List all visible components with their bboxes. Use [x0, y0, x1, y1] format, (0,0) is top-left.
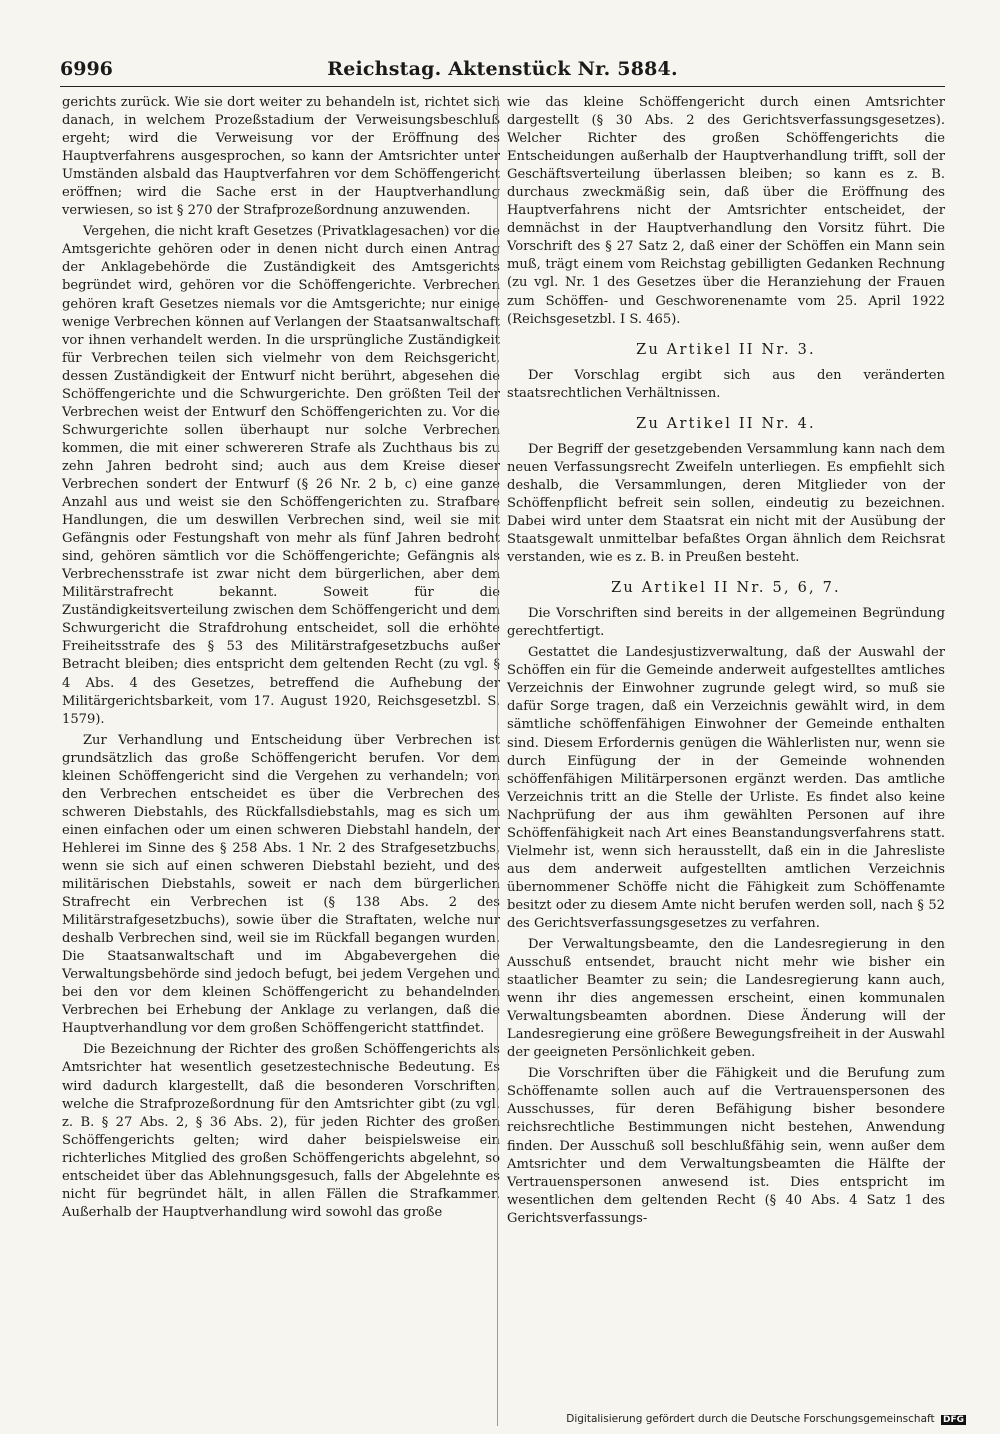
paragraph: Zur Verhandlung und Entscheidung über Verbrechen ist grundsätzlich das große Schöffengericht berufen. Vor dem kleinen Schöffengericht sind die Vergehen zu verhandeln; von den Verbrechen entscheidet es über die Verbrechen des schweren Diebstahls, des Rückfallsdiebstahls, mag es sich um einen einfachen oder um einen schweren Diebstahl handeln, der Hehlerei im Sinne des § 258 Abs. 1 Nr. 2 des Strafgesetzbuchs, wenn sie sich auf einen schweren Diebstahl bezieht, und des militärischen Diebstahls, soweit er nach dem bürgerlichen Strafrecht ein Verbrechen ist (§ 138 Abs. 2 des Militärstrafgesetzbuchs), sowie über die Straftaten, welche nur deshalb Verbrechen sind, weil sie im Rückfall begangen wurden. Die Staatsanwaltschaft und im Abgabevergehen die Verwaltungsbehörde sind jedoch befugt, bei jedem Vergehen und bei den vor dem kleinen Schöffengericht zu behandelnden Verbrechen bei Erhebung der Anklage zu verlangen, daß die Hauptverhandlung vor dem großen Schöffengericht stattfindet.: [62, 732, 500, 1037]
section-heading: Zu Artikel II Nr. 3.: [636, 341, 816, 358]
column-separator: [497, 96, 498, 1426]
paragraph: Der Begriff der gesetzgebenden Versammlung kann nach dem neuen Verfassungsrecht Zweifeln unterliegen. Es empfiehlt sich deshalb, die Versammlungen, deren Mitglieder von der Schöffenpflicht befreit sein sollen, eindeutig zu bezeichnen. Dabei wird unter dem Staatsrat ein nicht mit der Ausübung der Staatsgewalt unmittelbar befaßtes Organ ähnlich dem Reichsrat verstanden, wie es z. B. in Preußen besteht.: [507, 441, 945, 566]
paragraph: gerichts zurück. Wie sie dort weiter zu behandeln ist, richtet sich danach, in welchem Prozeßstadium der Verweisungsbeschluß ergeht; wird die Verweisung vor der Eröffnung des Hauptverfahrens ausgesprochen, so kann der Amtsrichter unter Umständen alsbald das Hauptverfahren vor dem Schöffengericht eröffnen; wird die Sache erst in der Hauptverhandlung verwiesen, so ist § 270 der Strafprozeßordnung anzuwenden.: [62, 95, 500, 219]
paragraph: Der Verwaltungsbeamte, den die Landesregierung in den Ausschuß entsendet, braucht nicht mehr wie bisher ein staatlicher Beamter zu sein; die Landesregierung kann auch, wenn ihr dies angemessen erscheint, einen kommunalen Verwaltungsbeamten abordnen. Diese Änderung will der Landesregierung eine größere Bewegungsfreiheit in der Auswahl der geeigneten Persönlichkeit geben.: [507, 937, 945, 1061]
paragraph: Die Vorschriften sind bereits in der allgemeinen Begründung gerechtfertigt.: [507, 606, 945, 640]
paragraph: Der Vorschlag ergibt sich aus den veränderten staatsrechtlichen Verhältnissen.: [507, 367, 945, 401]
section-heading: Zu Artikel II Nr. 5, 6, 7.: [611, 580, 841, 597]
paragraph: Vergehen, die nicht kraft Gesetzes (Privatklagesachen) vor die Amtsgerichte gehören oder in denen nicht durch einen Antrag der Anklagebehörde die Zuständigkeit des Amtsgerichts begründet wird, gehören vor die Schöffengerichte. Verbrechen gehören kraft Gesetzes niemals vor die Amtsgerichte; nur einige wenige Verbrechen können auf Verlangen der Staatsanwaltschaft vor ihnen verhandelt werden. In die ursprüngliche Zuständigkeit für Verbrechen teilen sich vielmehr von dem Reichsgericht, dessen Zuständigkeit der Entwurf nicht berührt, abgesehen die Schöffengerichte und die Schwurgerichte. Den größten Teil der Verbrechen weist der Entwurf den Schöffengerichten zu. Vor die Schwurgerichte sollen überhaupt nur solche Verbrechen kommen, die mit einer schwereren Strafe als Zuchthaus bis zu zehn Jahren bedroht sind; auch aus dem Kreise dieser Verbrechen sondert der Entwurf (§ 26 Nr. 2 b, c) eine ganze Anzahl aus und weist sie den Schöffengerichten zu. Strafbare Handlungen, die um deswillen Verbrechen sind, weil sie mit Gefängnis oder Festungshaft von mehr als fünf Jahren bedroht sind, gehören sämtlich vor die Schöffengerichte; Gefängnis als Verbrechensstrafe ist zwar nicht dem bürgerlichen, aber dem Militärstrafrecht bekannt. Soweit für die Zuständigkeitsverteilung zwischen dem Schöffengericht und dem Schwurgericht die Strafdrohung entscheidet, soll die erhöhte Freiheitsstrafe des § 53 des Militärstrafgesetzbuchs außer Betracht bleiben; dies entspricht dem geltenden Recht (zu vgl. § 4 Abs. 4 des Gesetzes, betreffend die Aufhebung der Militärgerichtsbarkeit, vom 17. August 1920, Reichsgesetzbl. S. 1579).: [62, 224, 500, 727]
left-column: [62, 94, 500, 1225]
dfg-logo: DFG: [942, 1415, 964, 1425]
running-title: Reichstag. Aktenstück Nr. 5884.: [327, 58, 678, 80]
section-heading: Zu Artikel II Nr. 4.: [636, 415, 816, 432]
paragraph: Die Vorschriften über die Fähigkeit und die Berufung zum Schöffenamte sollen auch auf die Vertrauenspersonen des Ausschusses, für deren Befähigung bisher besondere reichsrechtliche Bestimmungen nicht bestehen, Anwendung finden. Der Ausschuß soll beschlußfähig sein, wenn außer dem Amtsrichter und dem Verwaltungsbeamten die Hälfte der Vertrauenspersonen anwesend ist. Dies entspricht im wesentlichen dem geltenden Recht (§ 40 Abs. 4 Satz 1 des Gerichtsverfassungs-: [507, 1066, 945, 1226]
paragraph: Die Bezeichnung der Richter des großen Schöffengerichts als Amtsrichter hat wesentlich gesetzestechnische Bedeutung. Es wird dadurch klargestellt, daß die besonderen Vorschriften, welche die Strafprozeßordnung für den Amtsrichter gibt (zu vgl. z. B. § 27 Abs. 2, § 36 Abs. 2), für jeden Richter des großen Schöffengerichts gelten; wird daher beispielsweise ein richterliches Mitglied des großen Schöffengerichts abgelehnt, so entscheidet über das Ablehnungsgesuch, falls der Abgelehnte es nicht für begründet hält, in allen Fällen die Strafkammer. Außerhalb der Hauptverhandlung wird sowohl das große: [62, 1042, 500, 1220]
digitization-footer: [566, 1413, 966, 1425]
right-column: [507, 94, 945, 1231]
footer-text: Digitalisierung gefördert durch die Deutsche Forschungsgemeinschaft: [566, 1413, 935, 1425]
paragraph: wie das kleine Schöffengericht durch einen Amtsrichter dargestellt (§ 30 Abs. 2 des Gerichtsverfassungsgesetzes). Welcher Richter des großen Schöffengerichts die Entscheidungen außerhalb der Hauptverhandlung trifft, soll der Geschäftsverteilung überlassen bleiben; so kann es z. B. durchaus zweckmäßig sein, daß über die Eröffnung des Hauptverfahrens nicht der Amtsrichter entscheidet, der demnächst in der Hauptverhandlung den Vorsitz führt. Die Vorschrift des § 27 Satz 2, daß einer der Schöffen ein Mann sein muß, trägt einem vom Reichstag gebilligten Gedanken Rechnung (zu vgl. Nr. 1 des Gesetzes über die Heranziehung der Frauen zum Schöffen- und Geschworenenamte vom 25. April 1922 (Reichsgesetzbl. I S. 465).: [507, 95, 945, 327]
header-rule: [60, 86, 945, 87]
page-header: [60, 58, 945, 84]
paragraph: Gestattet die Landesjustizverwaltung, daß der Auswahl der Schöffen ein für die Gemeinde anderweit aufgestelltes amtliches Verzeichnis der Einwohner zugrunde gelegt wird, so muß sie dafür Sorge tragen, daß ein Verzeichnis gewählt wird, in dem sämtliche schöffenfähigen Einwohner der Gemeinde enthalten sind. Diesem Erfordernis genügen die Wählerlisten nur, wenn sie durch Einfügung der in der Gemeinde wohnenden schöffenfähigen Militärpersonen ergänzt werden. Das amtliche Verzeichnis tritt an die Stelle der Urliste. Es findet also keine Nachprüfung der aus ihm gewählten Personen auf ihre Schöffenfähigkeit nach Art eines Beanstandungsverfahrens statt. Vielmehr ist, wenn sich herausstellt, daß ein in die Jahresliste aus dem anderweit aufgestellten amtlichen Verzeichnis übernommener Schöffe nicht die Fähigkeit zum Schöffenamte besitzt oder zu diesem Amte nicht berufen werden soll, nach § 52 des Gerichtsverfassungsgesetzes zu verfahren.: [507, 645, 945, 931]
page-number: 6996: [60, 58, 113, 80]
